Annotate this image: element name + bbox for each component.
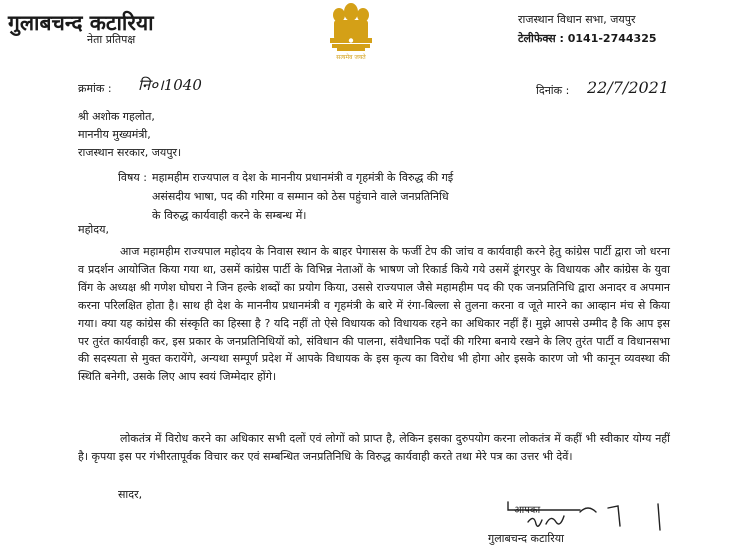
recipient-name: श्री अशोक गहलोत, [78,110,155,123]
date-value: 22/7/2021 [587,78,670,97]
closing-aapka: आपका [514,505,541,516]
reference-label: क्रमांक : [78,82,112,95]
subject-label: विषय : [118,171,147,184]
recipient-designation: माननीय मुख्यमंत्री, [78,128,151,141]
telefax-number: टेलीफेक्स : 0141-2744325 [518,32,657,45]
body-paragraph: आज महामहीम राज्यपाल महोदय के निवास स्थान के बाहर पेगासस के फर्जी टेप की जांच व कार्यवाही करने हेतु कांग्रेस पार्टी द्वारा जो धरना व प्रदर्शन आयोजित किया गया था, उसमें कांग्रेस पार्टी के विभिन्न नेताओं के भाषण जो रिकार्ड किये गये उसमें डूंगरपुर के विधायक और कांग्रेस के युवा विंग के अध्यक्ष श्री गणेश घोघरा ने जिन हल्के शब्दों का प्रयोग किया, उससे राज्यपाल जैसे महामहीम पद की एक जनप्रतिनिधि द्वारा अनादर व अपमान करना परिलक्षित होता है। साथ ही देश के माननीय प्रधानमंत्री व गृहमंत्री के बारे में रंगा-बिल्ला से तुलना करना व जूते मारने का आव्हान मंच से किया गया। क्या यह कांग्रेस की संस्कृति का हिस्सा है ? यदि नहीं तो ऐसे विधायक को विधायक रहने का अधिकार नहीं हैं। मुझे आपसे उम्मीद है कि आप इस पर तुरंत कार्यवाही कर, इस प्रकार के जनप्रतिनिधियों को, संविधान की पालना, संवैधानिक पदों की गरिमा बनाये रखने के लिए तुरंत पार्टी व विधानसभा की सदस्यता से मुक्त करायेंगे, अन्यथा सम्पूर्ण प्रदेश में आपके विधायक के इस कृत्य का विरोध भी होगा ओर इसके कारण जो भी कानून व्यवस्था की स्थिति बनेगी, उसके लिए आप स्वयं जिम्मेदार होंगे। [78,245,670,384]
subject-line: के विरुद्ध कार्यवाही करने के सम्बन्ध में। [152,209,307,222]
signer-name: गुलाबचन्द कटारिया [488,532,564,545]
assembly-address: राजस्थान विधान सभा, जयपुर [518,13,636,26]
sender-name: गुलाबचन्द कटारिया [8,11,154,35]
subject-block [118,168,678,225]
reference-number: नि०।1040 [138,76,202,94]
subject-line: महामहीम राज्यपाल व देश के माननीय प्रधानमंत्री व गृहमंत्री के विरुद्ध की गई [152,171,454,184]
closing-sadar: सादर, [118,488,143,501]
body-paragraph: लोकतंत्र में विरोध करने का अधिकार सभी दलों एवं लोगों को प्राप्त है, लेकिन इसका दुरुपयोग करना लोकतंत्र में कहीं भी स्वीकार योग्य नहीं है। कृपया इस पर गंभीरतापूर्वक विचार कर एवं सम्बन्धित जनप्रतिनिधि के विरुद्ध कार्यवाही करते तथा मेरे पत्र का उत्तर भी देवें। [78,432,670,463]
recipient-office: राजस्थान सरकार, जयपुर। [78,146,182,159]
date-label: दिनांक : [536,84,570,97]
emblem-motto: सत्यमेव जयते [336,54,366,61]
state-emblem-icon [325,2,377,62]
sender-title: नेता प्रतिपक्ष [87,33,136,46]
subject-line: असंसदीय भाषा, पद की गरिमा व सम्मान को ठेस पहुंचाने वाले जनप्रतिनिधि [152,190,449,203]
salutation: महोदय, [78,223,109,236]
